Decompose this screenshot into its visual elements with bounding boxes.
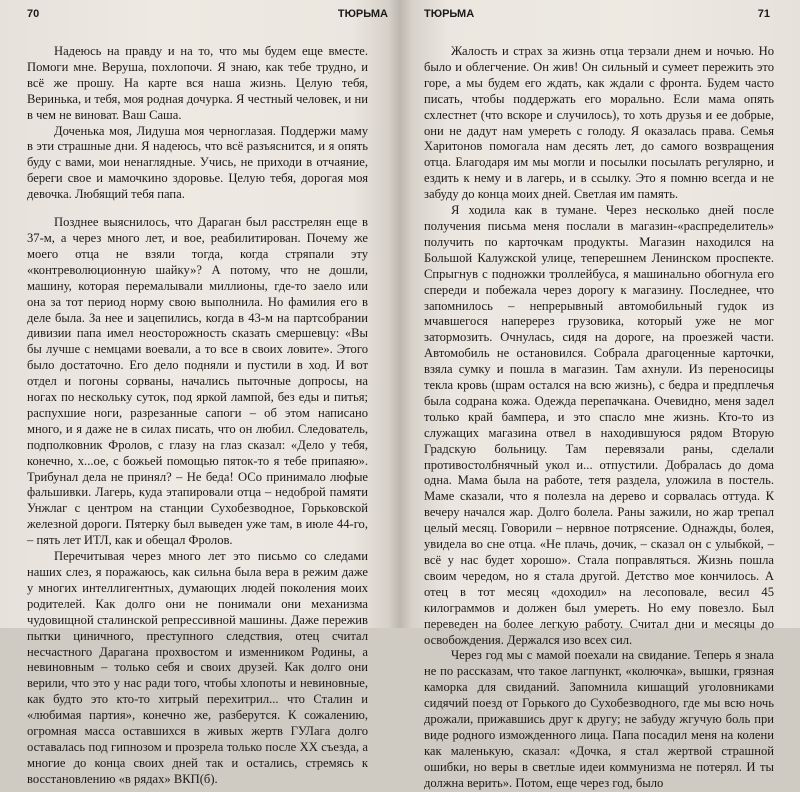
paragraph: Позднее выяснилось, что Дараган был расстрелян еще в 37-м, а через много лет, и вое, реабилитирован. Почему же моего отца не взяли тогда, когда стряпали эту «контреволюционную шайку»? А потому, что не дошли, машину, которая перемалывали миллионы, где-то заело или она за тот период норму свою выполнила. Но фамилия его в деле была. За нее и зацепились, когда в 43-м на партсобрании дивизии папа имел неосторожность сказать смершевцу: «Вы бы лучше с немцами воевали, а то все в своих ловите». Этого было достаточно. Его дело подняли и пустили в ход. И вот отдел и погоны сорваны, начались пыточные допросы, на ногах по нескольку суток, под яркой лампой, без еды и питья; распухшие ноги, разрезанные сапоги – об этом написано много, и я даже не в силах писать, что он любил. Следователь, подполковник Фролов, с глазу на глаз сказал: «Дело у тебя, конечно, х...ое, с божьей помощью пяток-то я тебе припаяю». Трибунал дела не принял? – Не беда! ОСо принимало люфые фальшивки. Лагерь, куда этапировали отца – недоброй памяти Унжлаг с центром на станции Сухобезводное, Горьковской железной дороги. Пятерку был выведен уже там, в июле 44-го, – пять лет ИТЛ, как и обещал Фролов. [27, 215, 368, 548]
running-head: ТЮРЬМА [337, 8, 388, 20]
left-page-text [27, 44, 368, 788]
paragraph: Я ходила как в тумане. Через несколько дней после получения письма меня послали в магазин-«распределитель» получить по карточкам продукты. Магазин находился на Большой Калужской улице, теперешнем Ленинском проспекте. Спрыгнув с подножки троллейбуса, я машинально обогнула его спереди и побежала через дорогу к магазину. Последнее, что запомнилось – непрерывный автомобильный гудок из мчавшегося наперерез грузовика, который уже не мог затормозить. Очнулась, сидя на дороге, на проезжей части. Автомобиль не остановился. Собрала драгоценные карточки, взяла сумку и пошла в магазин. Там ахнули. Из переносицы текла кровь (шрам остался на всю жизнь), с бедра и предплечья была содрана кожа. Одежда перепачкана. Очевидно, меня задел только край бампера, и это спасло мне жизнь. Кто-то из служащих магазина отвел в находившуюся рядом Вторую Градскую больницу. Там перевязали раны, сделали противостолбнячный укол и... отпустили. Добралась до дома одна. Мама была на работе, тетя раздела, уложила в постель. Маме сказали, что я полезла на дерево и сорвалась оттуда. К вечеру начался жар. Долго болела. Раны зажили, но жар трепал целый месяц. Говорили – нервное потрясение. Однажды, болея, увидела во сне отца. «Не плачь, дочик, – сказал он с улыбкой, – всё у нас будет хорошо». Стала поправляться. Жизнь пошла своим чередом, но я стала другой. Детство мое кончилось. А отец в тот месяц «доходил» на лесоповале, весил 45 килограммов и должен был умереть. Но ему повезло. Был переведен на более легкую работу. Считал дни и месяцы до освобождения. Держался изо всех сил. [424, 203, 774, 647]
paragraph: Через год мы с мамой поехали на свидание. Теперь я знала не по рассказам, что такое лагпункт, «колючка», вышки, грязная каморка для свиданий. Запомнила кишащий уголовниками сидячий поезд от Горького до Сухобезводного, где мы всю ночь дрожали, прижавшись друг к другу; не забуду жгучую боль при виде родного изможденного лица. Папа посадил меня на колени как маленькую, сказал: «Дочка, я стал жертвой страшной ошибки, но веры в светлые идеи коммунизма не потерял. И ты должна верить». Потом, еще через год, было [424, 648, 774, 790]
left-page-header [27, 8, 388, 22]
running-head: ТЮРЬМА [424, 8, 475, 20]
paragraph: Надеюсь на правду и на то, что мы будем еще вместе. Помоги мне. Веруша, похлопочи. Я знаю, как тебе трудно, и всё же прошу. На карте вся наша жизнь. Целую тебя, Веринька, и тебя, моя родная дочурка. Я честный человек, и ни в чем не виноват. Ваш Саша. [27, 44, 368, 122]
page-number: 71 [757, 8, 770, 20]
section-gap [27, 203, 368, 215]
paragraph: Доченька моя, Лидуша моя черноглазая. Поддержи маму в эти страшные дни. Я надеюсь, что всё разъяснится, и я опять буду с вами, мои ненаглядные. Учись, не приходи в отчаяние, береги свое и мамочкино здоровье. Целую тебя, дорогая моя девочка. Любящий тебя папа. [27, 123, 368, 202]
paragraph: Жалость и страх за жизнь отца терзали днем и ночью. Но было и облегчение. Он жив! Он сильный и сумеет пережить это горе, а мы будем его ждать, как ждали с фронта. Будем часто писать, чтобы поддержать его морально. Если мама опять схлестнет (что вскоре и случилось), то хоть друзья и ее добрые, они не дадут нам умереть с голоду. Я оказалась права. Семья Харитонов помогала нам десять лет, до самого возвращения отца. Благодаря им мы могли и посылки посылать регулярно, и ездить к нему и в лагерь, и в ссылку. Это я помню всегда и не забуду до конца моих дней. Светлая им память. [424, 44, 774, 202]
paragraph: Перечитывая через много лет это письмо со следами наших слез, я поражаюсь, как сильна была вера в режим даже у многих интеллигентных, думающих людей поколения моих родителей. Как долго они не понимали они механизма чудовищной сталинской репрессивной машины. Даже пережив пытки циничного, преступного следствия, отец считал несчастного Дарагана прохвостом и изменником Родины, а невиновным – только себя и своих друзей. Как долго они верили, что это у нас ради того, чтобы хлопоты и невиновные, как будто это кто-то хитрый перехитрил... что Сталин и «любимая партия», конечно же, разберутся. К сожалению, огромная масса оставшихся в живых жертв ГУЛага долго оставалась под гипнозом и прозрела только после XX съезда, а многие до конца своих дней так и остались, стремясь к восстановлению «в рядах» ВКП(б). [27, 549, 368, 786]
left-page [0, 0, 400, 786]
right-page-text [424, 44, 774, 792]
right-page-header [424, 8, 774, 22]
page-number: 70 [27, 8, 40, 20]
right-page [400, 0, 800, 790]
